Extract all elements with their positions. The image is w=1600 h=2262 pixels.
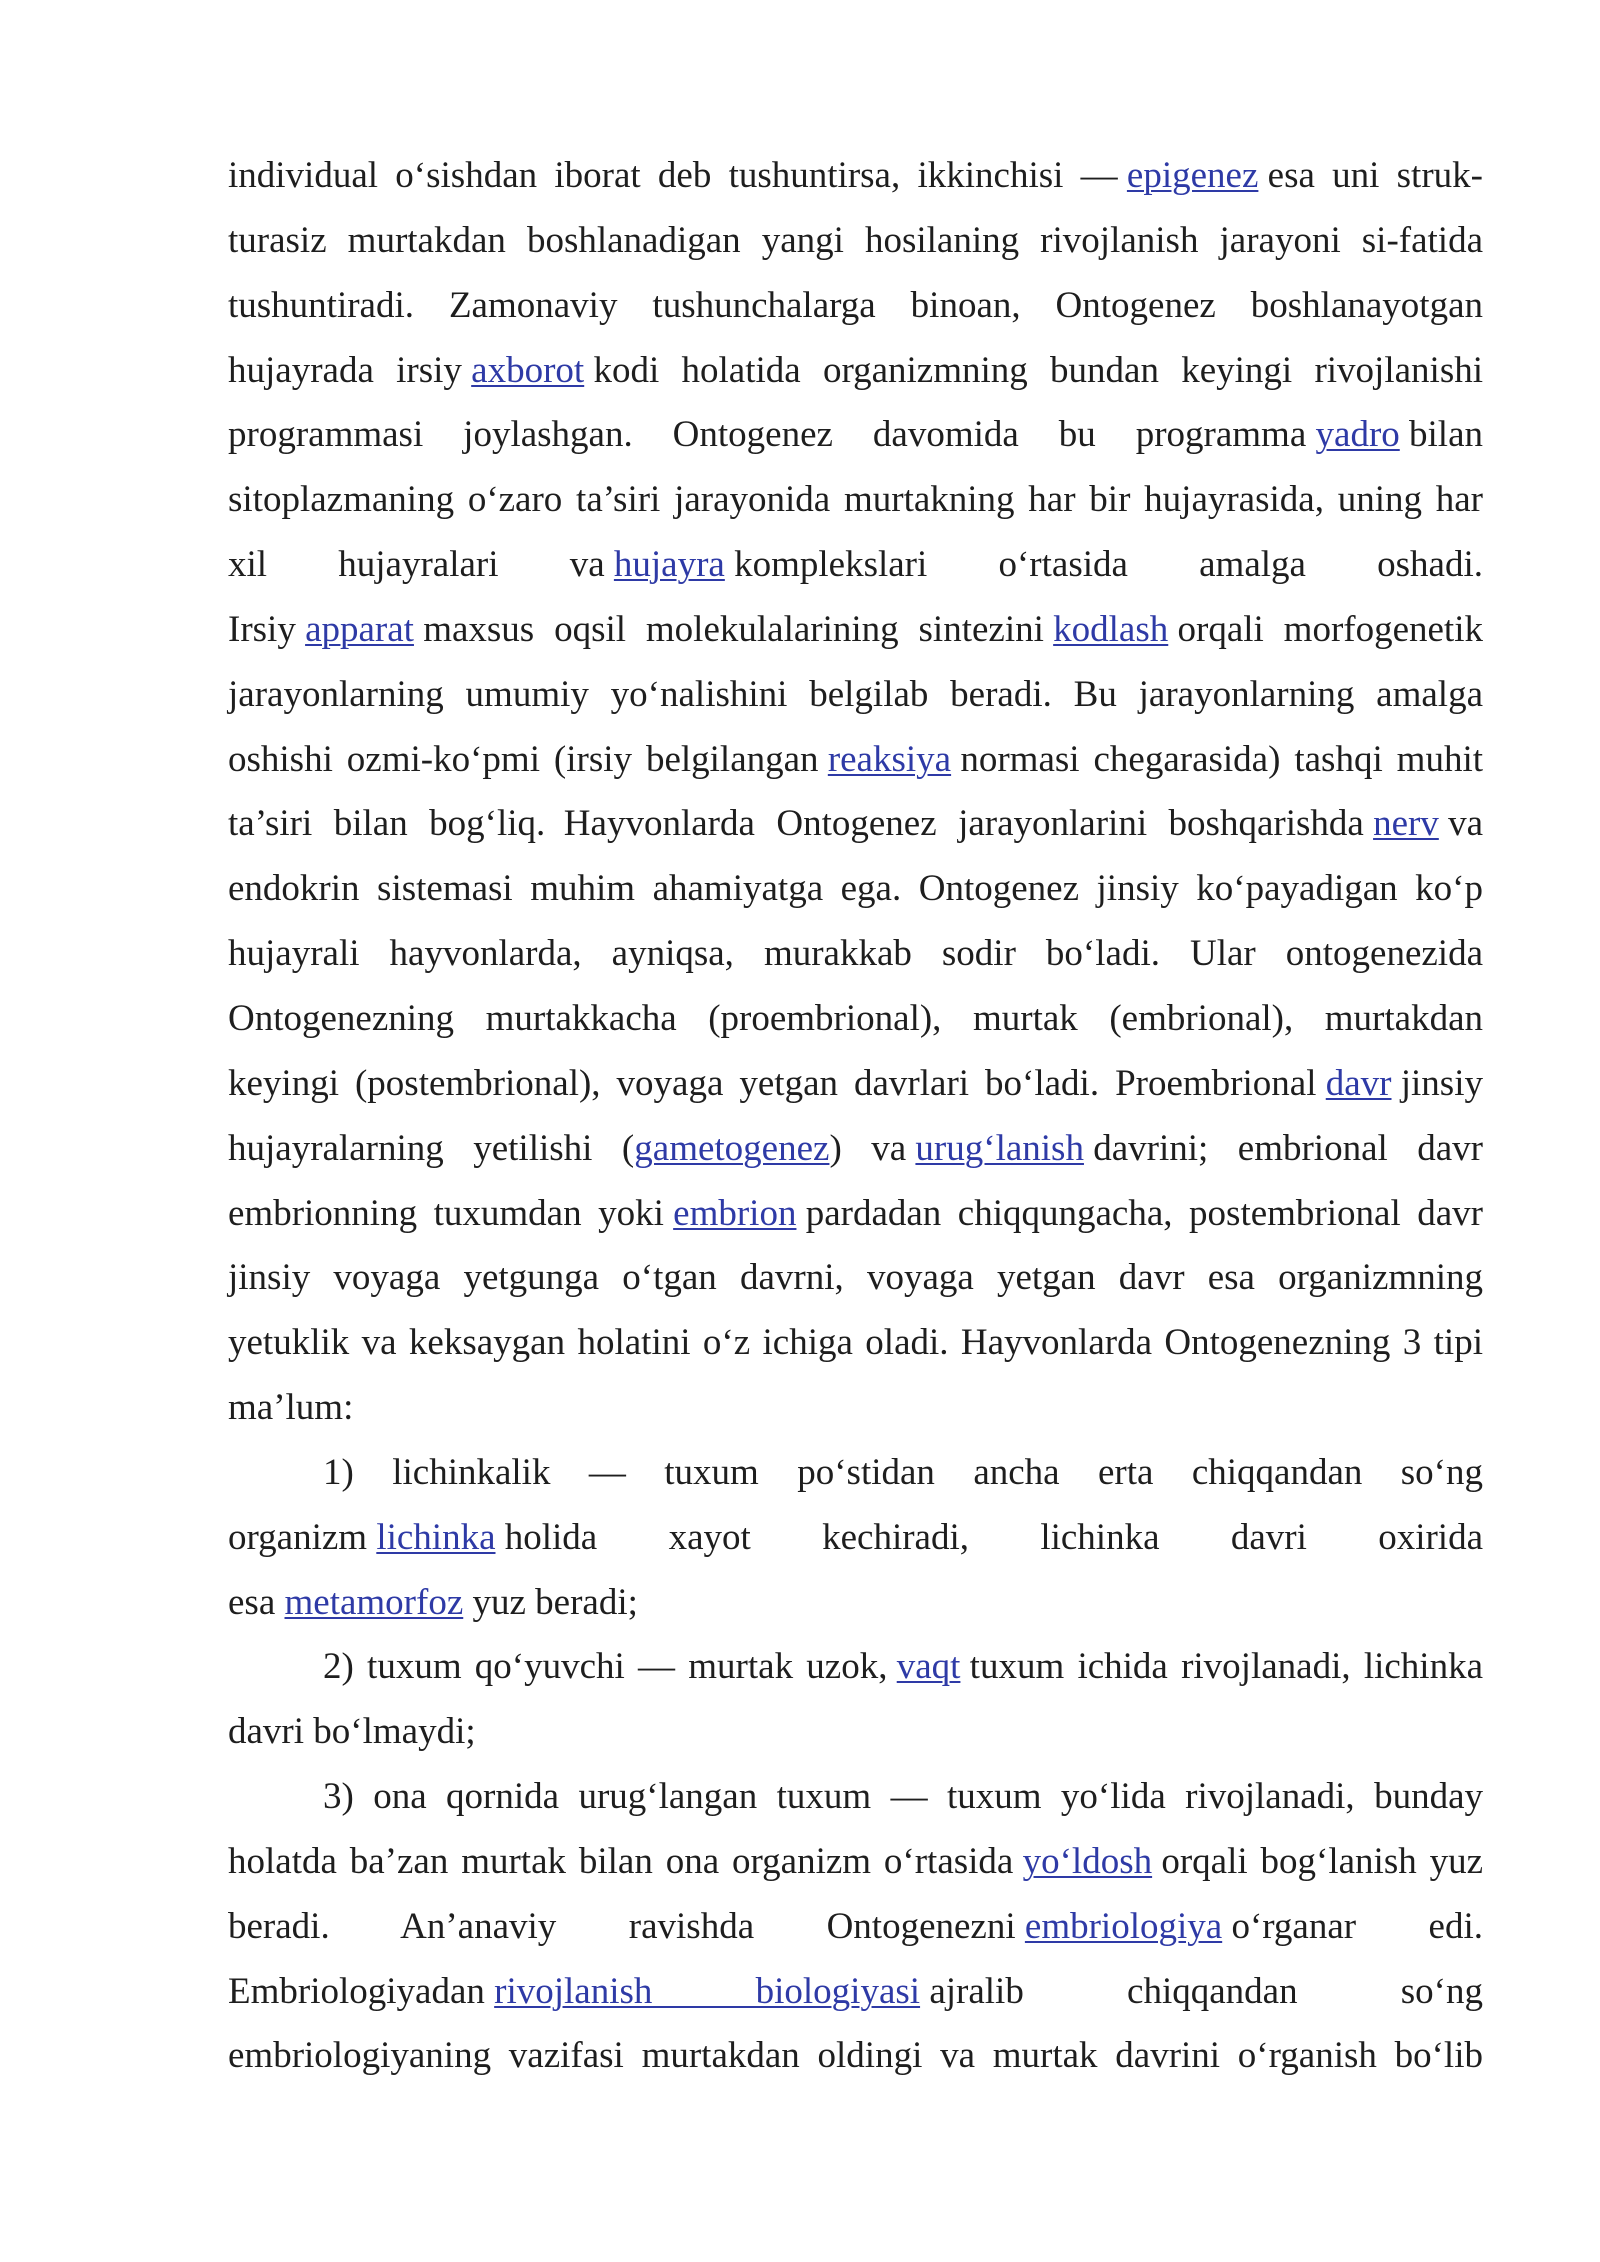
text-segment: bilan	[1400, 414, 1483, 455]
word-space	[496, 1506, 505, 1571]
text-line	[228, 1182, 1483, 1247]
text-line	[228, 728, 1483, 793]
word-space	[584, 339, 593, 404]
word-space	[951, 728, 960, 793]
word-space	[462, 339, 471, 404]
text-line	[228, 533, 1483, 598]
text-line	[228, 209, 1483, 274]
body-text	[228, 144, 1483, 2089]
text-line	[228, 1830, 1483, 1895]
term-link[interactable]: yo‘ldosh	[1022, 1840, 1153, 1882]
text-line	[228, 1506, 1483, 1571]
text-segment: jinsiy voyaga yetgunga o‘tgan davrni, voyaga yetgan davr esa organizmning	[228, 1257, 1483, 1299]
term-link[interactable]: urug‘lanish	[915, 1127, 1084, 1169]
text-segment: yuz beradi;	[463, 1582, 638, 1623]
text-line	[228, 1571, 1483, 1636]
word-space	[1044, 598, 1053, 663]
term-link[interactable]: yadro	[1315, 414, 1400, 456]
word-space	[819, 728, 828, 793]
term-link[interactable]: embriologiya	[1024, 1905, 1223, 1947]
term-link[interactable]: axborot	[471, 349, 585, 391]
word-space	[1306, 403, 1315, 468]
text-segment: kodi holatida organizmning bundan keyingi rivojlanishi	[584, 350, 1483, 391]
text-segment: Ontogenezning murtakkacha (proembrional), murtak (embrional), murtakdan	[228, 997, 1483, 1039]
paragraph	[228, 1441, 1483, 1636]
word-space	[485, 1960, 494, 2025]
text-segment: Irsiy	[228, 609, 305, 650]
text-line	[228, 598, 1483, 663]
word-space	[1439, 792, 1448, 857]
word-space	[1013, 1830, 1022, 1895]
term-link[interactable]: kodlash	[1053, 608, 1169, 650]
paragraph	[228, 1635, 1483, 1765]
text-segment: ) va	[829, 1128, 915, 1169]
term-link[interactable]: vaqt	[896, 1646, 961, 1688]
text-segment: endokrin sistemasi muhim ahamiyatga ega. Ontogenez jinsiy ko‘payadigan ko‘p	[228, 868, 1483, 910]
word-space	[1258, 144, 1267, 209]
word-space	[1152, 1830, 1161, 1895]
text-line	[228, 2024, 1483, 2089]
term-link[interactable]: apparat	[305, 608, 414, 650]
text-segment: beradi. An’anaviy ravishda Ontogenezni	[228, 1906, 1025, 1947]
term-link[interactable]: nerv	[1373, 803, 1439, 845]
term-link[interactable]: epigenez	[1126, 155, 1259, 196]
word-space	[367, 1506, 376, 1571]
word-space	[1168, 598, 1177, 663]
text-segment: holida xayot kechiradi, lichinka davri oxirida	[496, 1517, 1484, 1558]
word-space	[960, 1635, 969, 1700]
text-segment: hujayrali hayvonlarda, ayniqsa, murakkab sodir bo‘ladi. Ular ontogenezida	[228, 933, 1483, 975]
text-segment: holatda ba’zan murtak bilan ona organizm o‘rtasida	[228, 1841, 1023, 1882]
text-segment: maxsus oqsil molekulalarining sintezini	[414, 609, 1053, 650]
term-link[interactable]: lichinka	[376, 1516, 496, 1558]
text-line	[228, 1635, 1483, 1700]
term-link[interactable]: metamorfoz	[284, 1581, 464, 1623]
term-link[interactable]: reaksiya	[827, 738, 952, 780]
text-line	[228, 1376, 1483, 1441]
word-space	[887, 1635, 896, 1700]
word-space	[1400, 403, 1409, 468]
text-line	[228, 1895, 1483, 1960]
text-segment: pardadan chiqqungacha, postembrional davr	[796, 1193, 1483, 1234]
text-line	[228, 274, 1483, 339]
text-segment: orqali bog‘lanish yuz	[1152, 1841, 1483, 1882]
word-space	[920, 1960, 929, 2025]
word-space	[1118, 144, 1127, 209]
text-segment: sitoplazmaning o‘zaro ta’siri jarayonida murtakning har bir hujayrasida, uning har	[228, 479, 1483, 521]
text-line	[228, 1765, 1483, 1830]
text-segment: xil hujayralari va	[228, 544, 614, 585]
text-segment: tuxum ichida rivojlanadi, lichinka	[960, 1646, 1483, 1687]
text-segment: esa	[228, 1582, 285, 1623]
text-line	[228, 1311, 1483, 1376]
term-link[interactable]: gametogenez	[634, 1127, 830, 1169]
word-space	[1364, 792, 1373, 857]
word-space	[275, 1571, 284, 1636]
text-segment: esa uni struk-	[1258, 155, 1483, 196]
text-line	[228, 1441, 1483, 1506]
text-segment: davri bo‘lmaydi;	[228, 1711, 476, 1753]
text-segment: programmasi joylashgan. Ontogenez davomida bu programma	[228, 414, 1316, 455]
text-segment: davrini; embrional davr	[1084, 1128, 1483, 1169]
text-segment: ma’lum:	[228, 1387, 354, 1429]
text-segment: yetuklik va keksaygan holatini o‘z ichiga oladi. Hayvonlarda Ontogenezning 3 tipi	[228, 1322, 1483, 1364]
word-space	[796, 1182, 805, 1247]
text-segment: individual o‘sishdan iborat deb tushuntirsa, ikkinchisi —	[228, 155, 1127, 196]
text-line	[228, 144, 1483, 209]
text-line	[228, 1052, 1483, 1117]
text-line	[228, 1117, 1483, 1182]
text-line	[228, 468, 1483, 533]
text-line	[228, 1246, 1483, 1311]
word-space	[664, 1182, 673, 1247]
word-space	[1317, 1052, 1326, 1117]
word-space	[414, 598, 423, 663]
text-line	[228, 987, 1483, 1052]
text-segment: 1) lichinkalik — tuxum po‘stidan ancha erta chiqqandan so‘ng	[323, 1451, 1483, 1493]
text-line	[228, 922, 1483, 987]
paragraph	[228, 144, 1483, 1441]
word-space	[1016, 1895, 1025, 1960]
word-space	[545, 792, 564, 857]
text-line	[228, 1700, 1483, 1765]
text-segment: embrionning tuxumdan yoki	[228, 1193, 673, 1234]
term-link[interactable]: rivojlanish biologiyasi	[494, 1970, 921, 2012]
word-space	[725, 533, 734, 598]
text-segment: tushuntiradi. Zamonaviy tushunchalarga binoan, Ontogenez boshlanayotgan	[228, 284, 1483, 326]
text-line	[228, 1960, 1483, 2025]
text-line	[228, 663, 1483, 728]
text-segment: hujayrada irsiy	[228, 350, 471, 391]
word-space	[1392, 1052, 1401, 1117]
term-link[interactable]: hujayra	[613, 544, 725, 586]
text-line	[228, 792, 1483, 857]
word-space	[1084, 1117, 1093, 1182]
text-line	[228, 403, 1483, 468]
text-segment: jarayonlarning umumiy yo‘nalishini belgilab beradi. Bu jarayonlarning amalga	[228, 673, 1483, 715]
text-segment: o‘rganar edi.	[1222, 1906, 1483, 1947]
word-space	[463, 1571, 472, 1636]
word-space	[296, 598, 305, 663]
text-segment: hujayralarning yetilishi (	[228, 1127, 635, 1169]
paragraph	[228, 1765, 1483, 2089]
text-segment: oshishi ozmi-ko‘pmi (irsiy belgilangan	[228, 739, 828, 780]
text-segment: normasi chegarasida) tashqi muhit	[951, 739, 1483, 780]
term-link[interactable]: davr	[1325, 1062, 1392, 1104]
text-line	[228, 339, 1483, 404]
text-line	[228, 857, 1483, 922]
text-segment: keyingi (postembrional), voyaga yetgan davrlari bo‘ladi. Proembrional	[228, 1063, 1326, 1104]
text-segment: 3) ona qornida urug‘langan tuxum — tuxum yo‘lida rivojlanadi, bunday	[323, 1776, 1483, 1818]
text-segment: embriologiyaning vazifasi murtakdan oldingi va murtak davrini o‘rganish bo‘lib	[228, 2035, 1483, 2077]
text-segment: ajralib chiqqandan so‘ng	[920, 1971, 1483, 2012]
text-segment: va	[1439, 803, 1483, 844]
word-space	[605, 533, 614, 598]
text-segment: turasiz murtakdan boshlanadigan yangi hosilaning rivojlanish jarayoni si-fatida	[228, 219, 1483, 261]
word-space	[1222, 1895, 1231, 1960]
text-segment: 2) tuxum qo‘yuvchi — murtak uzok,	[323, 1646, 897, 1687]
term-link[interactable]: embrion	[673, 1192, 797, 1234]
text-segment: Embriologiyadan	[228, 1971, 494, 2012]
text-segment: ta’siri bilan bog‘liq. Hayvonlarda Ontogenez jarayonlarini boshqarishda	[228, 803, 1373, 844]
text-segment: komplekslari o‘rtasida amalga oshadi.	[725, 544, 1483, 585]
text-segment: jinsiy	[1392, 1063, 1484, 1104]
text-segment: organizm	[228, 1517, 376, 1558]
text-segment: orqali morfogenetik	[1168, 609, 1483, 650]
